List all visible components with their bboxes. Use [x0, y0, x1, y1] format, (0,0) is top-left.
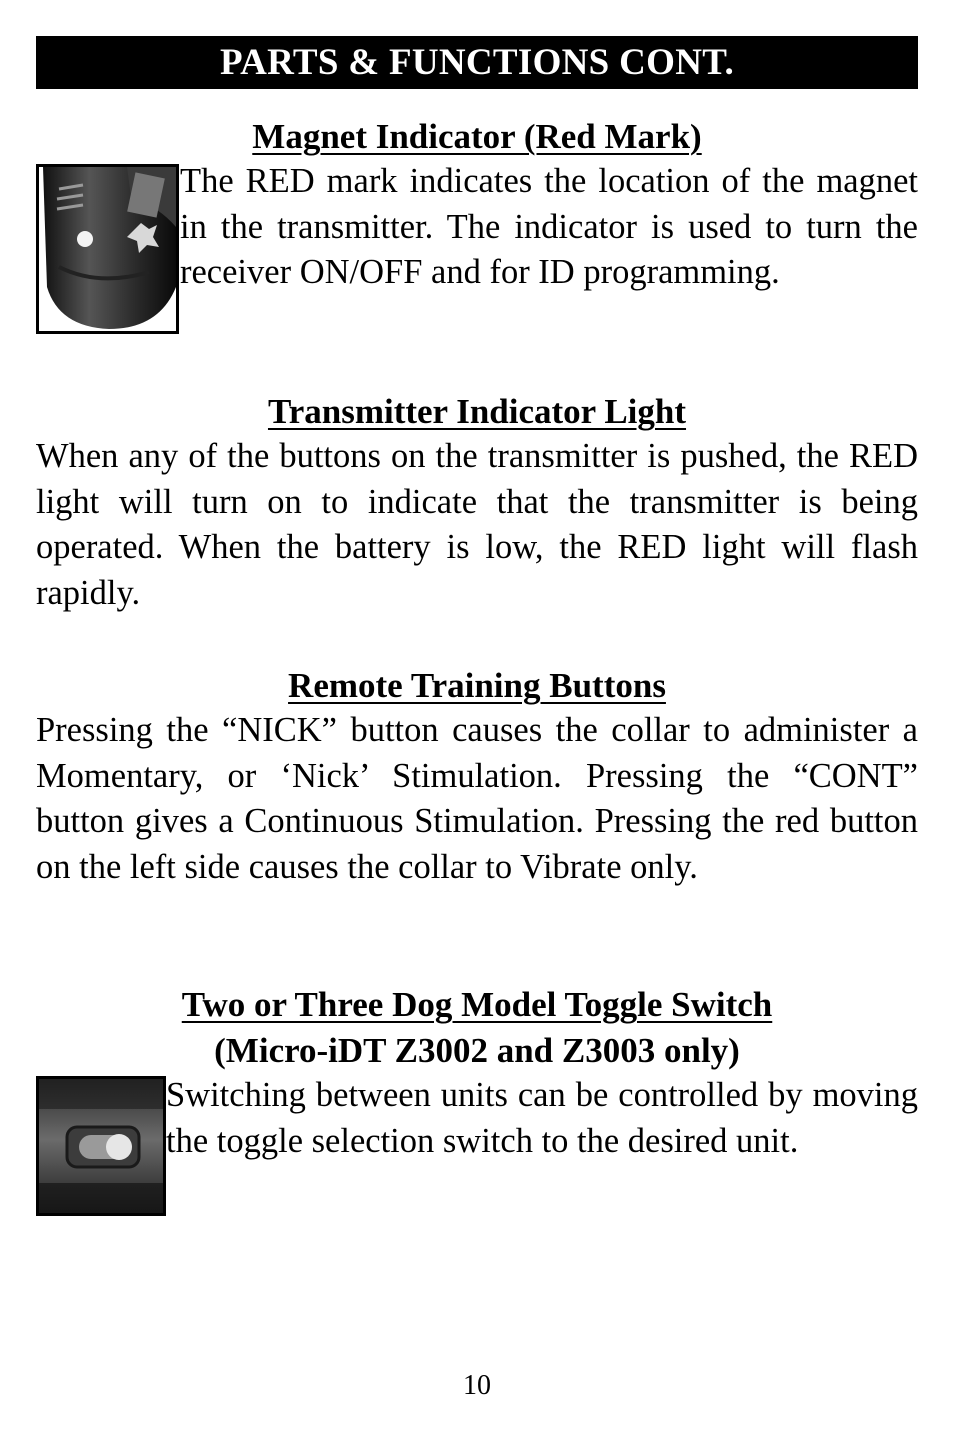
magnet-indicator-text: The RED mark indicates the location of the magnet in the transmitter. The indicator is used to turn the receiver ON/OFF and for ID programming. — [180, 162, 918, 291]
transmitter-magnet-photo — [36, 164, 179, 334]
toggle-switch-illustration — [39, 1079, 163, 1213]
transmitter-photo-illustration — [39, 167, 176, 331]
section-banner: PARTS & FUNCTIONS CONT. — [36, 36, 918, 89]
toggle-switch-heading: Two or Three Dog Model Toggle Switch — [181, 985, 773, 1024]
training-buttons-text: Pressing the “NICK” button causes the collar to administer a Momentary, or ‘Nick’ Stimulation. Pressing the “CONT” button gives a Continuous Stimulation. Pressing the red button on the left side causes the collar to Vibrate only. — [36, 711, 918, 886]
magnet-indicator-heading: Magnet Indicator (Red Mark) — [252, 117, 702, 156]
toggle-switch-subheading: (Micro-iDT Z3002 and Z3003 only) — [214, 1031, 740, 1070]
indicator-light-text: When any of the buttons on the transmitter is pushed, the RED light will turn on to indicate that the transmitter is being operated. When the battery is low, the RED light will flash rapidly. — [36, 437, 918, 612]
page-number: 10 — [463, 1370, 491, 1401]
training-buttons-heading: Remote Training Buttons — [288, 666, 666, 705]
toggle-switch-text: Switching between units can be controlled by moving the toggle selection switch to the desired unit. — [166, 1076, 918, 1160]
indicator-light-heading: Transmitter Indicator Light — [267, 392, 687, 431]
toggle-switch-photo — [36, 1076, 166, 1216]
